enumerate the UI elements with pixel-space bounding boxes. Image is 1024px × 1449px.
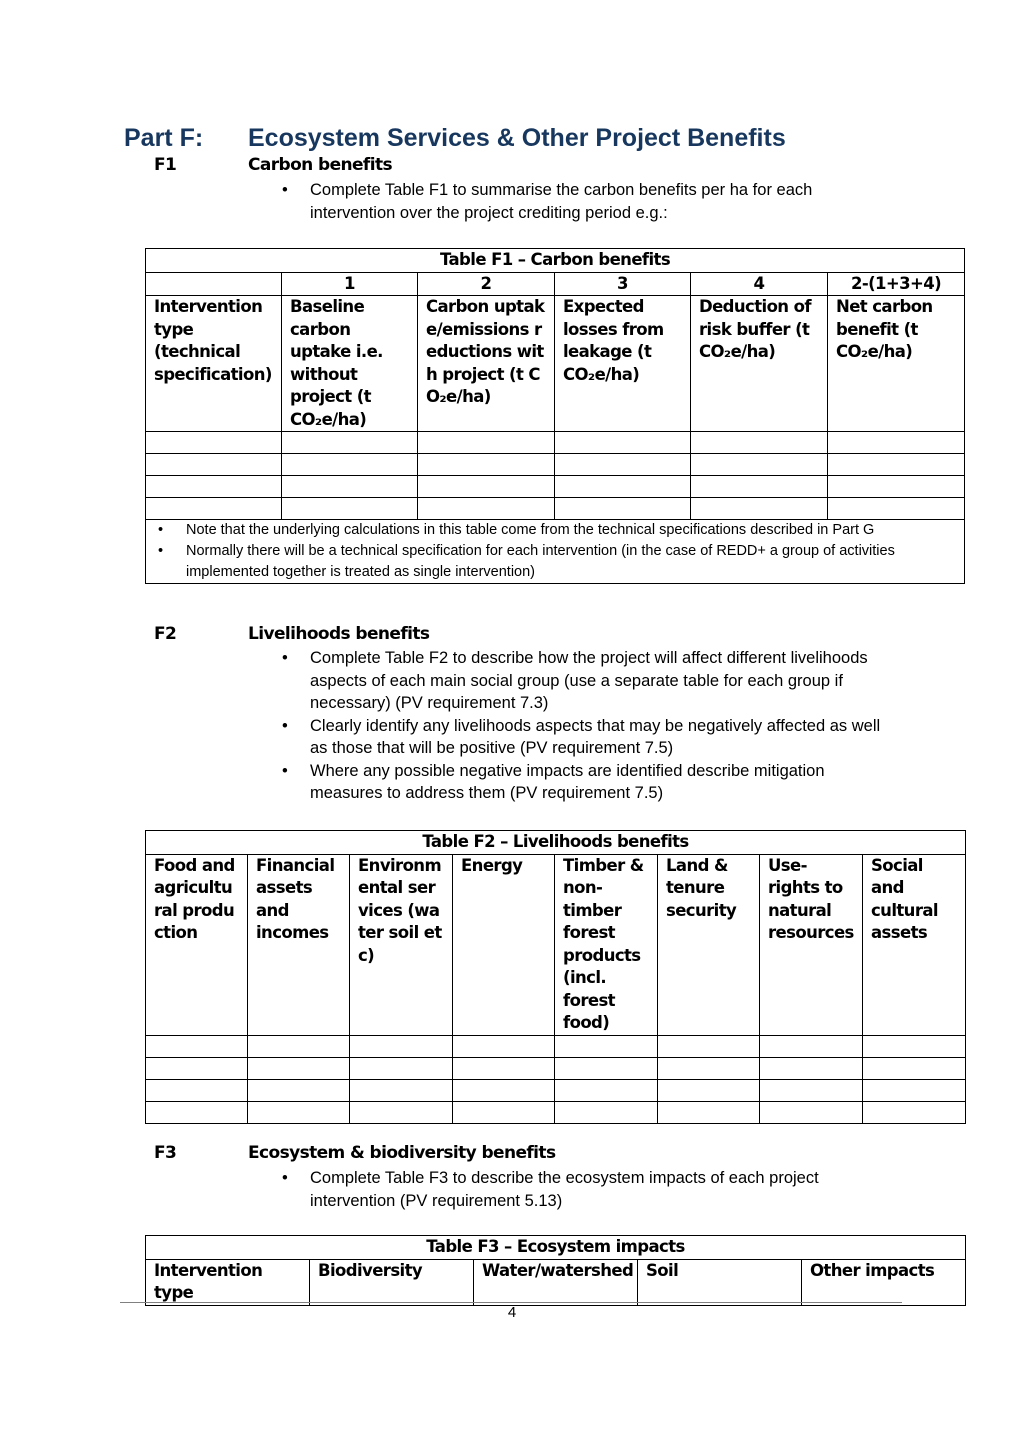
column-header: Food and agricultural production	[146, 854, 248, 1035]
bullet-item: • Complete Table F3 to describe the ecosystem impacts of each project intervention (PV requirement 5.13)	[280, 1167, 900, 1212]
table-row	[146, 1079, 966, 1101]
column-header: Net carbon benefit (t CO₂e/ha)	[828, 296, 965, 432]
column-header: Land & tenure security	[658, 854, 760, 1035]
section-title: Ecosystem & biodiversity benefits	[248, 1143, 556, 1163]
table-row	[146, 432, 965, 454]
part-title: Ecosystem Services & Other Project Benefits	[248, 124, 786, 152]
bullet-item: • Complete Table F1 to summarise the carbon benefits per ha for each intervention over the project crediting period e.g.:	[280, 179, 900, 224]
column-header: Deduction of risk buffer (t CO₂e/ha)	[691, 296, 828, 432]
table-caption: Table F1 – Carbon benefits	[146, 249, 965, 273]
f3-bullet-list	[280, 1167, 900, 1212]
table-row	[146, 1035, 966, 1057]
column-number: 4	[691, 272, 828, 296]
column-number: 2	[418, 272, 555, 296]
column-header: Other impacts	[802, 1259, 966, 1305]
table-row	[146, 454, 965, 476]
section-number: F2	[154, 624, 177, 644]
column-header: Biodiversity	[310, 1259, 474, 1305]
column-header: Soil	[638, 1259, 802, 1305]
table-f1-carbon-benefits	[145, 248, 965, 584]
bullet-item: • Clearly identify any livelihoods aspects that may be negatively affected as well as those that will be positive (PV requirement 7.5)	[280, 715, 900, 760]
column-header: Use-rights to natural resources	[760, 854, 863, 1035]
table-row	[146, 476, 965, 498]
column-header: Financial assets and incomes	[248, 854, 350, 1035]
table-row	[146, 1057, 966, 1079]
column-number: 3	[555, 272, 691, 296]
table-caption: Table F3 – Ecosystem impacts	[146, 1236, 966, 1260]
column-header: Carbon uptake/emissions reductions with project (t CO₂e/ha)	[418, 296, 555, 432]
bullet-item: • Where any possible negative impacts are identified describe mitigation measures to address them (PV requirement 7.5)	[280, 760, 900, 805]
note-item: • Normally there will be a technical specification for each intervention (in the case of REDD+ a group of activities implemented together is treated as single intervention)	[146, 541, 964, 583]
f2-bullet-list	[280, 647, 900, 805]
footer-divider	[120, 1302, 902, 1303]
column-header: Energy	[453, 854, 555, 1035]
column-header: Baseline carbon uptake i.e. without project (t CO₂e/ha)	[282, 296, 418, 432]
column-header: Social and cultural assets	[863, 854, 966, 1035]
section-number: F1	[154, 155, 177, 175]
section-f3-heading	[154, 1143, 555, 1163]
table-notes	[146, 520, 965, 584]
part-number: Part F:	[124, 124, 204, 152]
column-number	[146, 272, 282, 296]
column-header: Environmental services (water soil etc)	[350, 854, 453, 1035]
table-f2-livelihoods-benefits	[145, 830, 966, 1124]
column-number: 2-(1+3+4)	[828, 272, 965, 296]
section-title: Carbon benefits	[248, 155, 393, 175]
column-header: Expected losses from leakage (t CO₂e/ha)	[555, 296, 691, 432]
f1-bullet-list	[280, 179, 900, 224]
part-heading	[124, 124, 786, 153]
column-number: 1	[282, 272, 418, 296]
table-row	[146, 498, 965, 520]
section-number: F3	[154, 1143, 177, 1163]
section-title: Livelihoods benefits	[248, 624, 430, 644]
column-header: Intervention type (technical specification)	[146, 296, 282, 432]
bullet-item: • Complete Table F2 to describe how the project will affect different livelihoods aspects of each main social group (use a separate table for each group if necessary) (PV requirement 7.3)	[280, 647, 900, 715]
table-caption: Table F2 – Livelihoods benefits	[146, 831, 966, 855]
table-row	[146, 1101, 966, 1123]
section-f1-heading	[154, 155, 392, 175]
page-number: 4	[507, 1304, 517, 1321]
column-header: Timber & non-timber forest products (incl. forest food)	[555, 854, 658, 1035]
note-item: • Note that the underlying calculations in this table come from the technical specifications described in Part G	[146, 520, 964, 541]
column-header: Intervention type	[146, 1259, 310, 1305]
section-f2-heading	[154, 624, 429, 644]
column-header: Water/watershed	[474, 1259, 638, 1305]
table-f3-ecosystem-impacts	[145, 1235, 966, 1306]
